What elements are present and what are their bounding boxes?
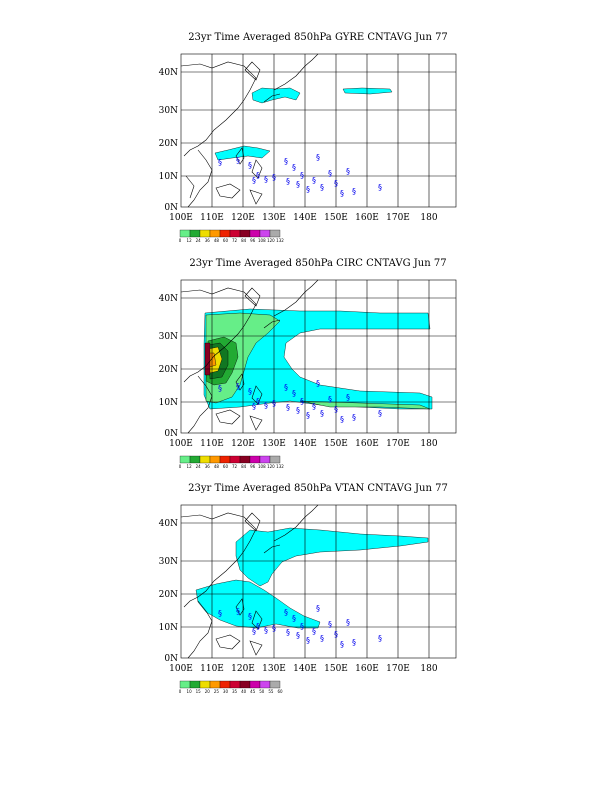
svg-text:120E: 120E <box>231 213 255 223</box>
svg-text:130E: 130E <box>262 439 286 449</box>
colorbar-label: 50 <box>259 689 265 694</box>
svg-text:140E: 140E <box>293 213 317 223</box>
colorbar-swatch <box>240 681 250 688</box>
colorbar-label: 132 <box>276 464 284 469</box>
svg-text:§: § <box>292 163 296 172</box>
colorbar-swatch <box>190 681 200 688</box>
colorbar-label: 108 <box>257 464 266 469</box>
svg-text:150E: 150E <box>324 213 348 223</box>
svg-text:10N: 10N <box>158 623 178 633</box>
svg-text:§: § <box>306 185 310 194</box>
svg-text:§: § <box>256 397 260 406</box>
svg-text:§: § <box>316 153 320 162</box>
svg-text:140E: 140E <box>293 439 317 449</box>
svg-text:30N: 30N <box>158 557 178 567</box>
svg-text:§: § <box>256 171 260 180</box>
svg-text:§: § <box>316 379 320 388</box>
svg-text:170E: 170E <box>386 213 410 223</box>
svg-text:§: § <box>218 384 222 393</box>
svg-text:20N: 20N <box>158 590 178 600</box>
svg-text:§: § <box>218 609 222 618</box>
svg-text:§: § <box>328 169 332 178</box>
svg-text:§: § <box>340 189 344 198</box>
svg-text:§: § <box>340 640 344 649</box>
colorbar-label: 12 <box>186 464 192 469</box>
svg-text:100E: 100E <box>169 439 193 449</box>
panel-circ <box>0 225 612 485</box>
svg-text:§: § <box>272 624 276 633</box>
colorbar-label: 0 <box>178 464 182 469</box>
svg-text:§: § <box>328 395 332 404</box>
svg-text:§: § <box>300 397 304 406</box>
svg-text:0N: 0N <box>164 429 178 439</box>
svg-text:§: § <box>218 158 222 167</box>
grid <box>181 505 456 658</box>
panel-title: 23yr Time Averaged 850hPa CIRC CNTAVG Jun 77 <box>189 258 447 269</box>
colorbar-label: 25 <box>213 689 219 694</box>
svg-text:§: § <box>328 620 332 629</box>
colorbar-label: 15 <box>195 689 201 694</box>
svg-text:§: § <box>296 631 300 640</box>
svg-text:160E: 160E <box>355 213 379 223</box>
cyan-region <box>236 528 428 586</box>
svg-text:10N: 10N <box>158 398 178 408</box>
svg-text:§: § <box>378 634 382 643</box>
colorbar-swatch <box>200 681 210 688</box>
svg-text:§: § <box>300 622 304 631</box>
svg-text:§: § <box>248 387 252 396</box>
svg-text:100E: 100E <box>169 664 193 674</box>
colorbar-label: 72 <box>231 238 238 243</box>
colorbar-swatch <box>180 681 190 688</box>
map-gyre <box>0 0 612 260</box>
colorbar-label: 120 <box>267 464 275 469</box>
svg-text:§: § <box>256 622 260 631</box>
svg-text:40N: 40N <box>158 68 178 78</box>
cyan-region <box>215 146 270 160</box>
svg-text:§: § <box>248 612 252 621</box>
svg-text:§: § <box>272 399 276 408</box>
svg-text:20N: 20N <box>158 139 178 149</box>
svg-text:150E: 150E <box>324 664 348 674</box>
svg-text:160E: 160E <box>355 439 379 449</box>
svg-text:§: § <box>320 634 324 643</box>
svg-text:120E: 120E <box>231 439 255 449</box>
svg-text:170E: 170E <box>386 664 410 674</box>
colorbar-swatch <box>250 681 260 688</box>
colorbar-swatch <box>220 681 230 688</box>
svg-text:§: § <box>306 411 310 420</box>
svg-text:§: § <box>352 187 356 196</box>
svg-text:§: § <box>316 604 320 613</box>
svg-text:§: § <box>340 415 344 424</box>
colorbar-label: 84 <box>241 464 247 469</box>
shading <box>196 528 428 628</box>
colorbar-label: 24 <box>195 238 201 243</box>
colorbar-label: 60 <box>222 464 229 469</box>
colorbar-label: 84 <box>241 238 247 243</box>
svg-text:§: § <box>252 402 256 411</box>
svg-text:180: 180 <box>420 439 438 449</box>
svg-text:§: § <box>352 413 356 422</box>
colorbar-label: 132 <box>276 238 284 243</box>
panel-vtan <box>0 450 612 710</box>
svg-text:§: § <box>292 614 296 623</box>
cyan-region <box>196 580 320 628</box>
grid <box>181 54 456 207</box>
colorbar-label: 60 <box>222 238 229 243</box>
svg-text:150E: 150E <box>324 439 348 449</box>
colorbar-swatch <box>270 681 280 688</box>
colorbar-label: 0 <box>178 238 182 243</box>
colorbar-label: 0 <box>178 689 182 694</box>
svg-text:30N: 30N <box>158 332 178 342</box>
svg-text:10N: 10N <box>158 172 178 182</box>
svg-text:160E: 160E <box>355 664 379 674</box>
colorbar-label: 60 <box>277 689 283 694</box>
svg-text:170E: 170E <box>386 439 410 449</box>
colorbar-label: 45 <box>250 689 256 694</box>
svg-text:§: § <box>300 171 304 180</box>
colorbar-label: 36 <box>204 238 210 243</box>
svg-text:180: 180 <box>420 213 438 223</box>
colorbar-label: 36 <box>204 464 210 469</box>
colorbar-label: 108 <box>257 238 266 243</box>
svg-text:§: § <box>292 389 296 398</box>
svg-text:§: § <box>236 382 240 391</box>
svg-text:0N: 0N <box>164 654 178 664</box>
colorbar-label: 20 <box>204 689 210 694</box>
colorbar-label: 48 <box>213 464 219 469</box>
svg-text:110E: 110E <box>200 664 224 674</box>
svg-text:§: § <box>286 403 290 412</box>
lon-labels <box>169 213 438 223</box>
lon-labels <box>169 439 438 449</box>
colorbar-label: 12 <box>186 238 192 243</box>
svg-text:120E: 120E <box>231 664 255 674</box>
svg-text:§: § <box>306 636 310 645</box>
svg-text:§: § <box>252 627 256 636</box>
svg-text:20N: 20N <box>158 365 178 375</box>
svg-text:0N: 0N <box>164 203 178 213</box>
svg-text:§: § <box>312 176 316 185</box>
colorbar-label: 72 <box>231 464 238 469</box>
panel-title: 23yr Time Averaged 850hPa GYRE CNTAVG Jun 77 <box>188 32 448 43</box>
colorbar-label: 40 <box>241 689 247 694</box>
svg-text:§: § <box>312 627 316 636</box>
cyan-region <box>343 88 392 94</box>
svg-text:§: § <box>272 173 276 182</box>
svg-text:§: § <box>252 176 256 185</box>
cyan-region <box>252 88 300 103</box>
svg-text:§: § <box>236 607 240 616</box>
svg-text:§: § <box>286 177 290 186</box>
svg-text:30N: 30N <box>158 106 178 116</box>
svg-text:110E: 110E <box>200 439 224 449</box>
svg-text:§: § <box>296 180 300 189</box>
svg-text:§: § <box>334 630 338 639</box>
svg-text:§: § <box>346 393 350 402</box>
svg-text:110E: 110E <box>200 213 224 223</box>
svg-text:§: § <box>284 157 288 166</box>
svg-text:180: 180 <box>420 664 438 674</box>
colorbar <box>179 681 283 694</box>
svg-text:§: § <box>320 183 324 192</box>
svg-text:§: § <box>378 183 382 192</box>
maroon-region <box>205 343 210 375</box>
colorbar-label: 48 <box>213 238 219 243</box>
svg-text:§: § <box>264 626 268 635</box>
svg-text:§: § <box>286 628 290 637</box>
svg-text:§: § <box>312 402 316 411</box>
svg-text:40N: 40N <box>158 519 178 529</box>
svg-text:§: § <box>264 175 268 184</box>
svg-text:§: § <box>264 401 268 410</box>
map-circ <box>0 225 612 485</box>
colorbar-label: 120 <box>267 238 275 243</box>
svg-text:§: § <box>346 618 350 627</box>
colorbar-label: 96 <box>250 464 256 469</box>
panel-gyre <box>0 0 612 260</box>
svg-text:40N: 40N <box>158 294 178 304</box>
svg-text:140E: 140E <box>293 664 317 674</box>
svg-text:§: § <box>352 638 356 647</box>
svg-text:100E: 100E <box>169 213 193 223</box>
svg-text:§: § <box>334 405 338 414</box>
colorbar-swatch <box>210 681 220 688</box>
lat-labels <box>159 519 178 664</box>
colorbar-label: 30 <box>222 689 229 694</box>
colorbar-label: 24 <box>195 464 201 469</box>
colorbar-label: 35 <box>231 689 238 694</box>
colorbar-label: 10 <box>186 689 192 694</box>
colorbar-label: 55 <box>268 689 274 694</box>
lat-labels <box>159 68 178 213</box>
colorbar-swatch <box>260 681 270 688</box>
shading <box>215 88 392 160</box>
lat-labels <box>159 294 178 439</box>
svg-text:§: § <box>320 409 324 418</box>
svg-text:130E: 130E <box>262 664 286 674</box>
colorbar-label: 96 <box>250 238 256 243</box>
lon-labels <box>169 664 438 674</box>
svg-text:§: § <box>346 167 350 176</box>
svg-text:§: § <box>296 406 300 415</box>
svg-text:§: § <box>378 409 382 418</box>
map-vtan <box>0 450 612 710</box>
svg-text:§: § <box>334 179 338 188</box>
svg-text:130E: 130E <box>262 213 286 223</box>
panel-title: 23yr Time Averaged 850hPa VTAN CNTAVG Jun 77 <box>188 483 448 494</box>
svg-text:§: § <box>236 156 240 165</box>
svg-text:§: § <box>284 383 288 392</box>
colorbar-swatch <box>230 681 240 688</box>
svg-text:§: § <box>284 608 288 617</box>
svg-text:§: § <box>248 161 252 170</box>
